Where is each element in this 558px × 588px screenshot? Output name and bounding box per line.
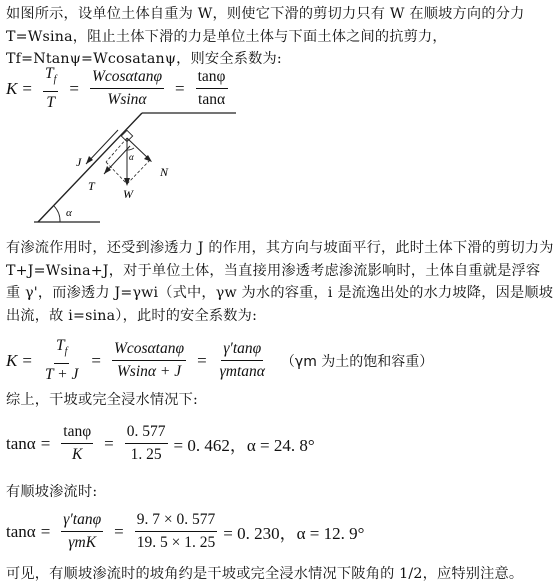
eq3-num1: tanφ xyxy=(61,422,93,444)
eq4-num1: γ′tanφ xyxy=(61,510,103,532)
seepage-paragraph: 有渗流作用时，还受到渗透力 J 的作用，其方向与坡面平行，此时土体下滑的剪切力为 T+J=Wsina+J，对于单位土体，当直接用渗透考虑渗流影响时，土体自重就是浮容重 γ'，而渗透力 J=γwi（式中，γw 为水的容重，i 是流逸出处的水力坡降，因是顺坡出流，故 i=sina），此时的安全系数为: xyxy=(6,240,554,324)
eq2-frac1 xyxy=(43,336,80,385)
summary-seepage: 有顺坡渗流时: xyxy=(6,484,98,500)
eq2-num2: Wcosαtanφ xyxy=(112,339,186,361)
eq4-lhs: tanα xyxy=(6,521,36,541)
eq1-tf: T xyxy=(44,65,54,82)
eq2-note: （γm 为土的饱和容重） xyxy=(280,353,434,370)
eq3-den2: 1. 25 xyxy=(130,446,162,463)
eq1-den2: Wsinα xyxy=(107,91,147,109)
eq3-den1: K xyxy=(72,446,83,463)
eq2-k: K xyxy=(6,350,18,370)
slope-angle-equation-seepage: tanα = $\frac{\gamma'\tan\varphi}{\text{γmK}}$ = $\frac{9. 7 \times 0. 577}{19. 5 \times 1. 25}$ = 0. 230，α = 12. 9° xyxy=(6,511,365,551)
slope-force-diagram xyxy=(30,110,240,230)
eq4-den1: γmK xyxy=(68,534,97,551)
alpha-slope-label: α xyxy=(66,207,72,219)
eq3-result: = 0. 462，α = 24. 8° xyxy=(173,436,315,455)
eq1-tf-sub: f xyxy=(53,74,57,86)
eq3-frac2 xyxy=(125,422,168,465)
eq2-num3: γ′tanφ xyxy=(221,339,263,361)
eq1-den3: tanα xyxy=(198,91,226,109)
eq1-frac2 xyxy=(90,67,164,110)
n-force-label: N xyxy=(160,165,169,179)
t-force-label: T xyxy=(88,179,95,193)
eq3-lhs: tanα xyxy=(6,433,36,453)
w-force-label: W xyxy=(123,187,133,201)
intro-paragraph: 如图所示，设单位土体自重为 W，则使它下滑的剪切力只有 W 在顺坡方向的分力 T=Wsina，阻止土体下滑的力是单位土体与下面土体之间的抗剪力，Tf=Ntanψ=Wcosatanψ，则安全系数为: xyxy=(6,6,525,67)
eq1-num2: Wcosαtanφ xyxy=(90,67,164,89)
eq1-num3: tanφ xyxy=(196,67,228,89)
eq4-frac2 xyxy=(135,510,218,553)
eq4-result: = 0. 230，α = 12. 9° xyxy=(223,524,365,543)
eq2-den3: γmtanα xyxy=(219,363,265,381)
conclusion: 可见，有顺坡渗流时的坡角约是干坡或完全浸水情况下陂角的 1/2，应特别注意。 xyxy=(6,566,524,582)
eq1-frac1 xyxy=(43,64,58,113)
safety-factor-equation-dry: K = $\frac{T_f}{T}$ = $\frac{Wcos\alpha\tan\varphi}{Wsin\alpha}$ = $\frac{\tan\varphi}{\tan\alpha}$ xyxy=(6,65,226,112)
summary-dry: 综上，干坡或完全浸水情况下: xyxy=(6,392,199,408)
eq3-num2: 0. 577 xyxy=(125,422,168,444)
eq4-frac1 xyxy=(61,510,103,553)
eq2-den1: T + J xyxy=(44,366,79,384)
eq3-frac1 xyxy=(61,422,93,465)
eq2-frac3 xyxy=(218,339,267,382)
alpha-inner-label: α xyxy=(129,152,134,162)
eq2-frac2 xyxy=(112,339,186,382)
eq2-tf: T xyxy=(55,337,65,354)
slope-angle-equation-dry: tanα = $\frac{\tan\varphi}{K}$ = $\frac{0. 577}{1. 25}$ = 0. 462，α = 24. 8° xyxy=(6,423,315,463)
safety-factor-equation-seepage: K = $\frac{T_f}{T + J}$ = $\frac{Wcos\alpha\tan\varphi}{Wsin\alpha + J}$ = $\frac{\gamma'\tan\varphi}{\gamma mtan\alpha}$ （γm 为土的饱和容重） xyxy=(6,337,434,384)
eq1-frac3 xyxy=(196,67,228,110)
eq4-den2: 19. 5 × 1. 25 xyxy=(136,534,216,551)
j-force-label: J xyxy=(76,155,82,169)
eq1-k: K xyxy=(6,78,18,98)
eq1-t: T xyxy=(46,94,55,112)
eq2-den2: Wsinα + J xyxy=(116,363,182,381)
eq4-num2: 9. 7 × 0. 577 xyxy=(135,510,218,532)
eq2-tf-sub: f xyxy=(64,346,68,358)
